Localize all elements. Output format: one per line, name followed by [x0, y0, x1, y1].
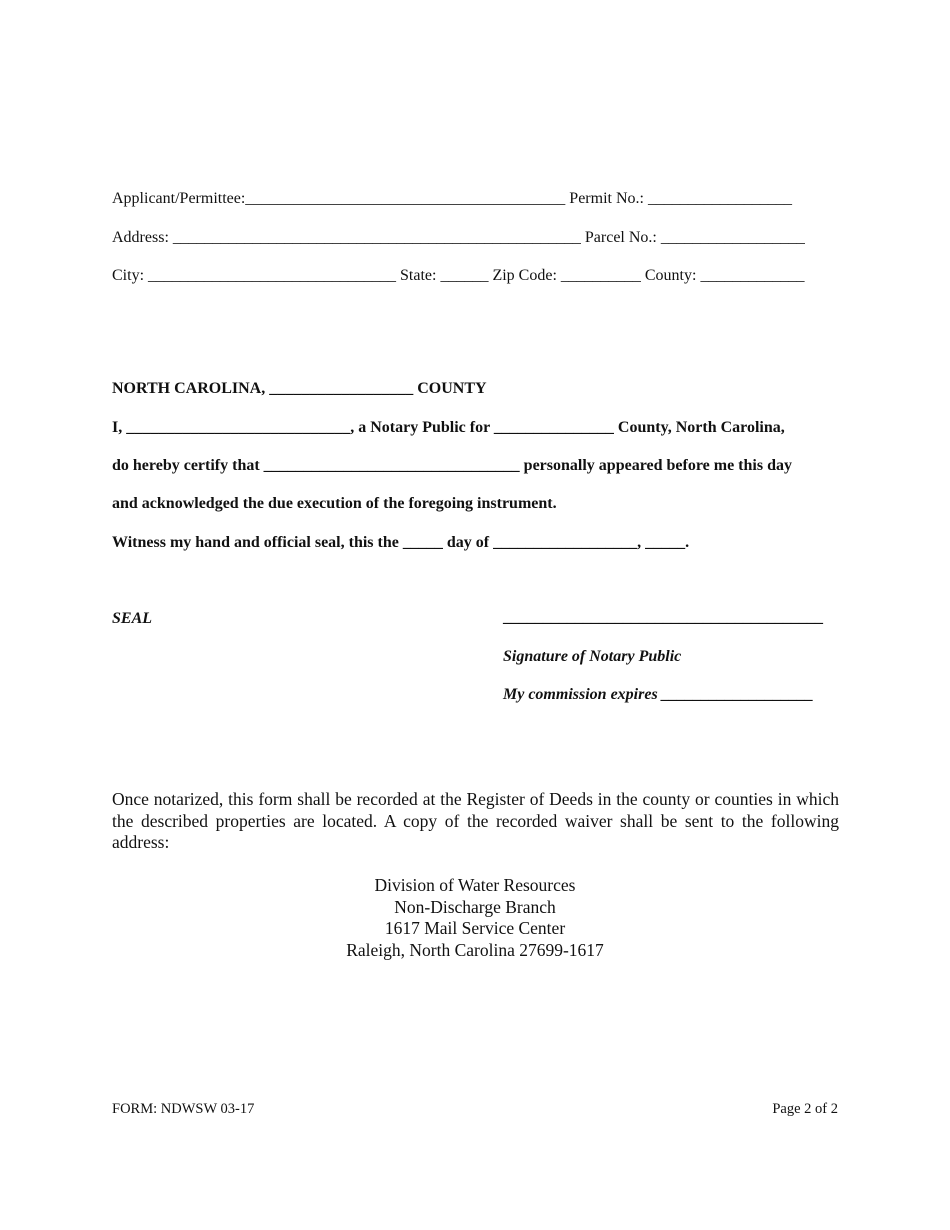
address-parcel-line: Address: ___________________________________________________ Parcel No.: __________________ [112, 229, 805, 246]
address-line-3: 1617 Mail Service Center [384, 918, 566, 938]
address-line-2: Non-Discharge Branch [394, 896, 556, 917]
notary-line-3: and acknowledged the due execution of the foregoing instrument. [112, 495, 557, 512]
seal-label: SEAL [112, 610, 153, 627]
notary-line-2: do hereby certify that ________________________________ personally appeared before me this day [112, 457, 792, 474]
city-state-zip-county-line: City: _______________________________ State: ______ Zip Code: __________ County: _____________ [112, 267, 805, 284]
recording-notice: Once notarized, this form shall be recorded at the Register of Deeds in the county or counties in which the described properties are located. A copy of the recorded waiver shall be sent to the following address: [112, 789, 839, 852]
form-id: FORM: NDWSW 03-17 [112, 1101, 255, 1117]
address-line-4: Raleigh, North Carolina 27699-1617 [346, 939, 604, 960]
notary-line-1: I, ____________________________, a Notary Public for _______________ County, North Carolina, [112, 419, 785, 436]
notary-state-county: NORTH CAROLINA, __________________ COUNTY [112, 380, 487, 397]
page-number: Page 2 of 2 [772, 1101, 838, 1117]
address-line-1: Division of Water Resources [374, 875, 576, 895]
signature-line: ________________________________________ [503, 609, 823, 626]
signature-label: Signature of Notary Public [503, 648, 682, 665]
applicant-permit-line: Applicant/Permittee:________________________________________ Permit No.: __________________ [112, 190, 792, 207]
commission-expires-line: My commission expires ___________________ [503, 686, 814, 703]
notary-witness-line: Witness my hand and official seal, this the _____ day of __________________, _____. [112, 534, 690, 551]
mailing-address [0, 875, 950, 961]
